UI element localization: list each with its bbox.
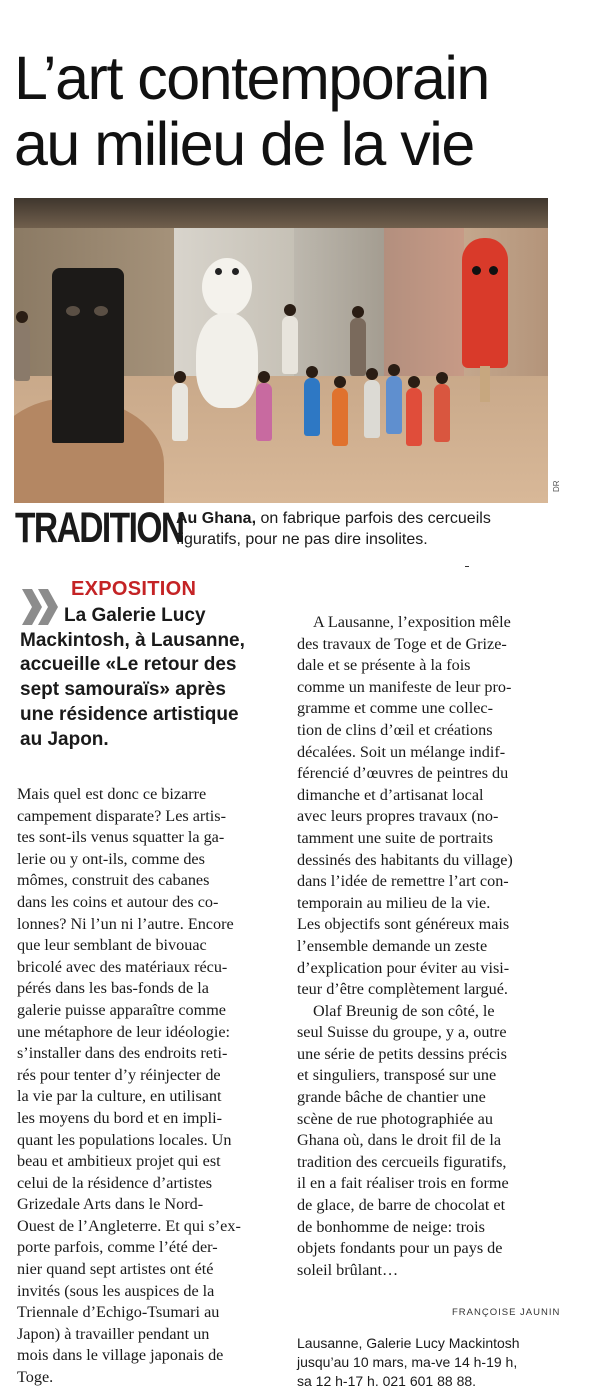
lead-line: au Japon. (20, 728, 109, 750)
body-line: férencié d’œuvres de peintres du (297, 764, 509, 783)
info-line: Lausanne, Galerie Lucy Mackintosh (297, 1335, 520, 1351)
body-line: temporain au milieu de la vie. (297, 893, 491, 912)
lead-line: sept samouraïs» après (20, 679, 226, 701)
body-column-right (297, 612, 559, 1281)
body-line: avec leurs propres travaux (no- (297, 807, 499, 826)
body-line: mois dans le village japonais de (17, 1346, 224, 1365)
popsicle-coffin (462, 238, 508, 368)
body-line: mômes, construit des cabanes (17, 871, 210, 890)
body-line: Mais quel est donc ce bizarre (17, 785, 207, 803)
body-line: tion de clins d’œil et créations (297, 720, 493, 739)
body-line: dimanche et d’artisanat local (297, 785, 484, 804)
photo-credit: DR (552, 480, 561, 492)
body-line: dans l’idée de remettre l’art con- (297, 872, 509, 891)
lead-paragraph (20, 604, 270, 752)
ghana-coffins-photo (14, 198, 548, 503)
body-line: rés pour tenter d’y réinjecter de (17, 1065, 221, 1084)
body-line: nier quand sept artistes ont été (17, 1260, 214, 1279)
body-line: de bonhomme de neige: trois (297, 1217, 485, 1236)
body-line: grande bâche de chantier une (297, 1088, 486, 1107)
body-line: une série de petits dessins précis (297, 1044, 507, 1063)
body-line: Japon) à travailler pendant un (17, 1324, 210, 1343)
body-line: lonnes? Ni l’un ni l’autre. Encore (17, 914, 234, 933)
body-line: tradition des cercueils figuratifs, (297, 1152, 507, 1171)
body-line: scène de rue photographiée au (297, 1109, 493, 1128)
body-line: l’ensemble demande un zeste (297, 936, 488, 955)
section-kicker: EXPOSITION (71, 578, 197, 600)
caption-line-1: on fabrique parfois des cercueils (256, 510, 491, 527)
lead-line: La Galerie Lucy (64, 605, 206, 626)
body-line: tamment une suite de portraits (297, 828, 493, 847)
body-column-left (17, 784, 279, 1389)
exhibition-info (297, 1334, 567, 1390)
body-line: que leur semblant de bivouac (17, 936, 207, 955)
body-line: décalées. Soit un mélange indif- (297, 742, 506, 761)
body-line: bricolé avec des matériaux récu- (17, 957, 228, 976)
headline (14, 45, 594, 177)
body-line: et singuliers, transposé sur une (297, 1066, 497, 1085)
body-line: invités (sous les auspices de la (17, 1281, 215, 1300)
info-line: jusqu’au 10 mars, ma-ve 14 h-19 h, (297, 1353, 518, 1370)
body-line: Olaf Breunig de son côté, le (313, 1001, 495, 1020)
body-line: dans les coins et autour des co- (17, 892, 219, 911)
black-coffin (52, 268, 124, 443)
headline-line-1: L’art contemporain (14, 43, 489, 112)
body-line: Ghana où, dans le droit fil de la (297, 1131, 502, 1150)
body-line: la vie par la culture, en utilisant (17, 1087, 222, 1106)
info-line: sa 12 h-17 h. 021 601 88 88. (297, 1372, 477, 1389)
body-line: celui de la résidence d’artistes (17, 1173, 213, 1192)
body-line: s’installer dans des endroits reti- (17, 1044, 228, 1063)
photo-caption (176, 508, 556, 550)
body-line: soleil brûlant… (297, 1260, 399, 1279)
body-line: objets fondants pour un pays de (297, 1239, 503, 1258)
body-line: d’explication pour éviter au visi- (297, 958, 510, 977)
body-line: beau et ambitieux projet qui est (17, 1152, 221, 1171)
body-line: tes sont-ils venus squatter la ga- (17, 828, 225, 847)
lead-line: Mackintosh, à Lausanne, (20, 629, 245, 651)
body-line: comme un manifeste de leur pro- (297, 677, 512, 696)
body-line: campement disparate? Les artis- (17, 806, 226, 825)
body-line: Ouest de l’Angleterre. Et qui s’ex- (17, 1216, 241, 1235)
body-line: quant les populations locales. Un (17, 1130, 232, 1149)
body-line: Les objectifs sont généreux mais (297, 915, 510, 934)
body-line: A Lausanne, l’exposition mêle (313, 613, 511, 631)
body-line: de glace, de barre de chocolat et (297, 1196, 506, 1215)
body-line: teur d’être complètement largué. (297, 980, 508, 999)
caption-bold: Au Ghana, (176, 510, 257, 527)
author-signature: FRANÇOISE JAUNIN (452, 1307, 561, 1318)
body-line: une métaphore de leur idéologie: (17, 1022, 231, 1041)
body-line: gramme et comme une collec- (297, 699, 493, 718)
snowman-coffin-body (196, 313, 258, 408)
body-line: galerie puisse apparaître comme (17, 1000, 226, 1019)
body-line: les moyens du bord et en impli- (17, 1108, 223, 1127)
body-line: seul Suisse du groupe, y a, outre (297, 1023, 507, 1042)
body-line: Toge. (17, 1368, 54, 1387)
caption-tag: TRADITION (15, 504, 184, 552)
body-line: dessinés des habitants du village) (297, 850, 513, 869)
headline-line-2: au milieu de la vie (14, 109, 474, 178)
body-line: il en a fait réaliser trois en forme (297, 1174, 509, 1193)
body-line: Grizedale Arts dans le Nord- (17, 1195, 204, 1214)
body-line: porte parfois, comme l’été der- (17, 1238, 218, 1257)
body-line: pérés dans les bas-fonds de la (17, 979, 209, 998)
snowman-coffin-head (202, 258, 252, 316)
caption-line-2: figuratifs, pour ne pas dire insolites. (176, 531, 428, 548)
body-line: lerie ou y ont-ils, comme des (17, 849, 205, 868)
body-line: dale et se présente à la fois (297, 656, 471, 675)
body-line: des travaux de Toge et de Grize- (297, 634, 507, 653)
lead-line: accueille «Le retour des (20, 654, 237, 676)
lead-line: une résidence artistique (20, 703, 239, 725)
body-line: Triennale d’Echigo-Tsumari au (17, 1303, 220, 1322)
